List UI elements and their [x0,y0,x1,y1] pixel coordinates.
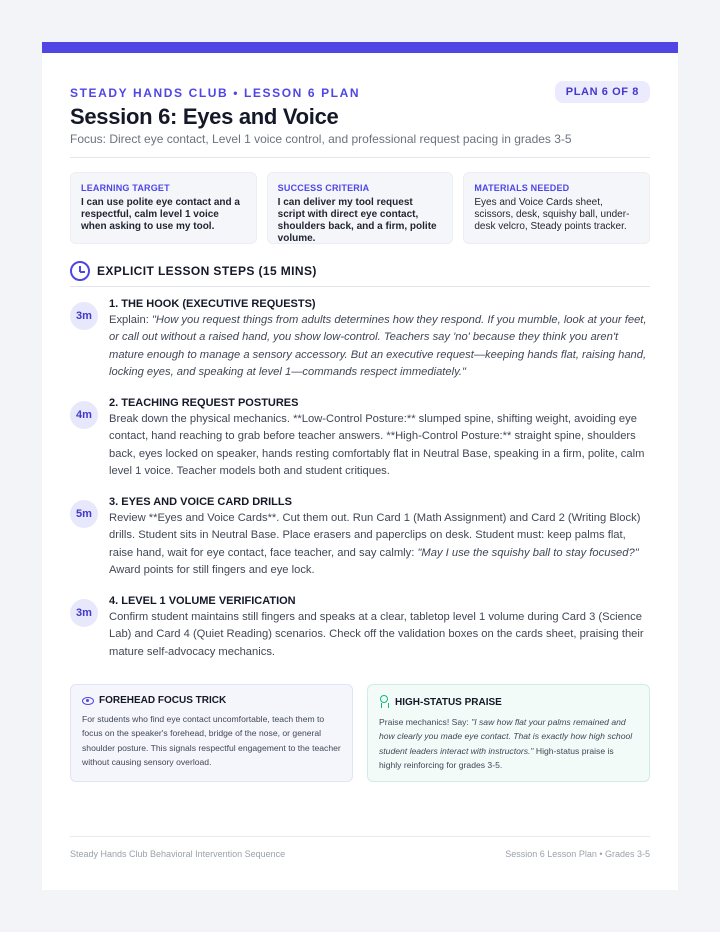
learning-target-card [70,172,257,244]
step-text-main: Review **Eyes and Voice Cards**. Cut them out. Run Card 1 (Math Assignment) and Card 2 (Writing Block) drills. Student sits in Neutral Base. Place erasers and paperclips on desk. Student must: keep palms flat, raise hand, wait for eye contact, face teacher, and say calmly: [109,512,641,559]
tip-quote: "I saw how flat your palms remained and how clearly you made eye contact. That is exactly how high school student leaders interact with instructors." [379,717,633,756]
card-text: I can use polite eye contact and a respectful, calm level 1 voice when asking to use my tool. [81,197,240,232]
step-quote: "How you request things from adults determines how they respond. If you mumble, look at your feet, or call out without a raised hand, you show low-control. Teachers say 'no' because they think you aren't mature enough to manage a sensory accessory. But an executive request—keeping hands flat, raising hand, locking eyes, and speaking at level 1—commands respect immediately." [109,314,647,379]
kicker: STEADY HANDS CLUB • LESSON 6 PLAN [70,86,361,100]
card-text: Eyes and Voice Cards sheet, scissors, desk, squishy ball, under-desk velcro, Steady points tracker. [474,197,630,232]
tip-header [379,695,638,709]
step-text: Break down the physical mechanics. **Low-Control Posture:** slumped spine, shifting weight, avoiding eye contact, hand reaching to grab before teacher answers. **High-Control Posture:** straight spine, shoulders back, eyes locked on speaker, hands resting comfortably flat in Neutral Base, speaking in a firm, polite, calm level 1 voice. Teacher models both and student critiques. [109,413,645,478]
accent-bar [42,42,678,53]
step-title: 4. LEVEL 1 VOLUME VERIFICATION [109,595,296,607]
focus-line: Focus: Direct eye contact, Level 1 voice control, and professional request pacing in grades 3-5 [70,132,572,146]
award-icon [379,695,389,709]
clock-icon [70,261,90,281]
steps-title: EXPLICIT LESSON STEPS (15 MINS) [97,264,317,278]
divider [70,157,650,158]
step-text [109,312,650,382]
card-label: MATERIALS NEEDED [474,183,570,193]
duration-badge: 3m [70,302,98,330]
plan-badge: PLAN 6 OF 8 [555,81,650,103]
step-tail: Award points for still fingers and eye lock. [109,564,315,577]
tip-lead: Praise mechanics! Say: [379,717,472,727]
tip-title: HIGH-STATUS PRAISE [395,696,502,708]
tip-tail: High-status praise is highly reinforcing for grades 3-5. [379,745,614,771]
materials-card [463,172,650,244]
step-text: Confirm student maintains still fingers and speaks at a clear, tabletop level 1 volume during Card 3 (Science Lab) and Card 4 (Quiet Reading) scenarios. Check off the validation boxes on the cards sheet, praising their mature self-advocacy mechanics. [109,611,644,658]
step-title: 1. THE HOOK (EXECUTIVE REQUESTS) [109,298,316,310]
tip-text: For students who find eye contact uncomfortable, teach them to focus on the speaker's forehead, bridge of the nose, or general shoulder posture. This signals respectful engagement to the teacher without causing sensory overload. [82,714,341,768]
duration-badge: 3m [70,599,98,627]
success-criteria-card [267,172,454,244]
forehead-tip-card [70,684,353,782]
step-title: 2. TEACHING REQUEST POSTURES [109,397,299,409]
step-body [109,397,650,481]
footer-left: Steady Hands Club Behavioral Intervention Sequence [70,849,286,859]
objective-cards [70,172,650,244]
eye-icon [82,697,94,705]
page-title: Session 6: Eyes and Voice [70,104,339,129]
duration-badge: 4m [70,401,98,429]
step-quote: "May I use the squishy ball to stay focused?" [417,546,639,559]
divider [70,286,650,287]
duration-badge: 5m [70,500,98,528]
card-label: SUCCESS CRITERIA [277,183,370,193]
tip-title: FOREHEAD FOCUS TRICK [99,695,227,706]
tip-header [82,695,341,706]
tip-text [379,715,638,773]
lesson-plan-page [42,42,678,890]
step-body [109,595,650,661]
footer-right: Session 6 Lesson Plan • Grades 3-5 [505,849,650,859]
card-label: LEARNING TARGET [81,183,170,193]
step-body [109,496,650,580]
step-text [109,510,650,580]
step-body [109,298,650,382]
card-text: I can deliver my tool request script with direct eye contact, shoulders back, and a firm, polite volume. [277,197,437,244]
step-lead: Explain: [109,314,152,326]
steps-header [70,261,317,281]
footer-divider [70,836,650,837]
step-title: 3. EYES AND VOICE CARD DRILLS [109,496,292,508]
praise-tip-card [367,684,650,782]
